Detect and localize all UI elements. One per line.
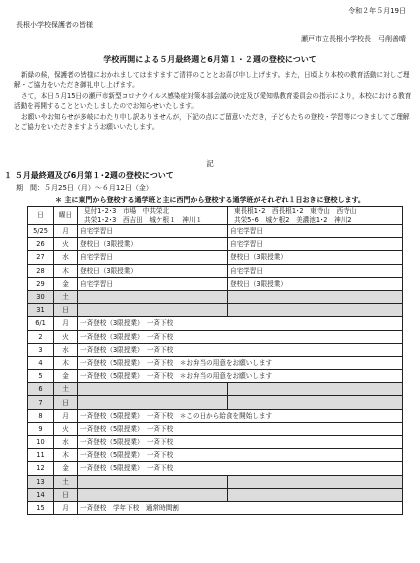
schedule-note: ＊ 主に東門から登校する通学班と主に西門から登校する通学班がそれぞれ１日おきに登校します。 (55, 196, 365, 204)
table-header-row (28, 207, 403, 225)
cell-day: 月 (54, 409, 78, 422)
cell-group-b (228, 383, 403, 396)
cell-combined: 一斉登校（5限授業） 一斉下校 ＊この日から給食を開始します (78, 409, 403, 422)
table-row (28, 383, 403, 396)
table-row (28, 317, 403, 330)
body-paragraph: お願いやお知らせが多岐にわたり申し訳ありませんが，下記の点にご留意いただき，子どもたちの登校・学習等につきましてご理解とご協力をいただきますようお願いいたします。 (14, 112, 410, 132)
cell-day: 土 (54, 383, 78, 396)
table-row (28, 370, 403, 383)
ki-marker: 記 (206, 159, 214, 168)
schedule-body (28, 225, 403, 515)
cell-day: 水 (54, 343, 78, 356)
cell-date: 14 (28, 488, 54, 501)
cell-date: 7 (28, 396, 54, 409)
table-row (28, 488, 403, 501)
cell-day: 水 (54, 436, 78, 449)
table-row (28, 264, 403, 277)
table-row (28, 396, 403, 409)
cell-day: 金 (54, 370, 78, 383)
cell-day: 土 (54, 475, 78, 488)
body-paragraph: さて，本日５月15日の瀬戸市新型コロナウイルス感染症対策本部会議の決定及び愛知県教育委員会の指示により，本校における教育活動を再開することといたしましたのでお知らせいたします。 (14, 91, 412, 111)
header-date: 日 (28, 207, 54, 225)
cell-date: 6 (28, 383, 54, 396)
cell-combined: 一斉登校（3限授業） 一斉下校 (78, 343, 403, 356)
cell-date: 15 (28, 501, 54, 514)
group-b-line2: 共栄5･6 城ケ根2 美濃池1･2 神川2 (234, 215, 352, 224)
cell-combined: 一斉登校（5限授業） 一斉下校 (78, 422, 403, 435)
period-line: 期 間：５月25日（月）～６月12日（金） (16, 184, 153, 192)
group-a-line2: 共栄1･2･3 西吉田 城ケ根１ 神川１ (84, 215, 203, 224)
table-row (28, 501, 403, 514)
cell-date: 11 (28, 449, 54, 462)
cell-date: 2 (28, 330, 54, 343)
table-row (28, 436, 403, 449)
recipient: 長根小学校保護者の皆様 (16, 21, 93, 29)
cell-combined: 一斉登校（3限授業） 一斉下校 (78, 317, 403, 330)
cell-date: 4 (28, 356, 54, 369)
cell-day: 木 (54, 264, 78, 277)
group-b-line1: 東長根1･2 西長根1･2 東寺山 西寺山 (234, 207, 357, 215)
cell-combined: 一斉登校（5限授業） 一斉下校 ＊お弁当の用意をお願いします (78, 356, 403, 369)
cell-group-a (78, 396, 228, 409)
cell-group-b: 自宅学習日 (228, 225, 403, 238)
cell-group-a (78, 290, 228, 303)
body-text (14, 70, 412, 132)
cell-combined: 一斉登校（5限授業） 一斉下校 ＊お弁当の用意をお願いします (78, 370, 403, 383)
cell-group-b: 自宅学習日 (228, 238, 403, 251)
cell-day: 火 (54, 238, 78, 251)
cell-group-b (228, 396, 403, 409)
cell-combined: 一斉登校 学年下校 通常時間割 (78, 501, 403, 514)
cell-group-a: 登校日（3限授業） (78, 238, 228, 251)
cell-day: 日 (54, 396, 78, 409)
cell-group-b (228, 475, 403, 488)
cell-group-b (228, 488, 403, 501)
table-row (28, 475, 403, 488)
cell-day: 火 (54, 330, 78, 343)
table-row (28, 422, 403, 435)
cell-group-a (78, 304, 228, 317)
cell-date: 13 (28, 475, 54, 488)
cell-group-b: 自宅学習日 (228, 264, 403, 277)
cell-day: 金 (54, 462, 78, 475)
cell-combined: 一斉登校（3限授業） 一斉下校 (78, 330, 403, 343)
cell-date: 3 (28, 343, 54, 356)
sender: 瀬戸市立長根小学校長 弓削善晴 (301, 35, 406, 43)
header-group-a (78, 207, 228, 225)
table-row (28, 225, 403, 238)
cell-group-a (78, 383, 228, 396)
cell-day: 日 (54, 304, 78, 317)
cell-combined: 一斉登校（5限授業） 一斉下校 (78, 436, 403, 449)
cell-day: 金 (54, 277, 78, 290)
cell-day: 月 (54, 317, 78, 330)
cell-day: 月 (54, 501, 78, 514)
table-row (28, 343, 403, 356)
cell-group-a (78, 488, 228, 501)
cell-date: 8 (28, 409, 54, 422)
cell-date: 31 (28, 304, 54, 317)
header-group-b (228, 207, 403, 225)
cell-day: 土 (54, 290, 78, 303)
cell-day: 木 (54, 356, 78, 369)
header-day: 曜日 (54, 207, 78, 225)
cell-group-b: 登校日（3限授業） (228, 277, 403, 290)
cell-day: 木 (54, 449, 78, 462)
cell-combined: 一斉登校（5限授業） 一斉下校 (78, 449, 403, 462)
cell-date: 27 (28, 251, 54, 264)
document-title: 学校再開による５月最終週と6月第１・２週の登校について (103, 55, 317, 64)
issue-date: 令和２年５月19日 (348, 7, 406, 15)
table-row (28, 330, 403, 343)
table-row (28, 290, 403, 303)
table-row (28, 462, 403, 475)
section-heading: １ ５月最終週及び6月第１･2週の登校について (4, 171, 174, 180)
cell-group-b: 登校日（3限授業） (228, 251, 403, 264)
schedule-table (27, 206, 403, 515)
cell-date: 28 (28, 264, 54, 277)
cell-group-b (228, 290, 403, 303)
cell-date: 26 (28, 238, 54, 251)
cell-group-a (78, 475, 228, 488)
table-row (28, 409, 403, 422)
cell-date: 9 (28, 422, 54, 435)
cell-date: 12 (28, 462, 54, 475)
cell-date: 10 (28, 436, 54, 449)
table-row (28, 251, 403, 264)
cell-combined: 一斉登校（5限授業） 一斉下校 (78, 462, 403, 475)
cell-date: 6/1 (28, 317, 54, 330)
cell-day: 月 (54, 225, 78, 238)
table-row (28, 277, 403, 290)
cell-group-a: 自宅学習日 (78, 225, 228, 238)
cell-group-a: 登校日（3限授業） (78, 264, 228, 277)
cell-day: 日 (54, 488, 78, 501)
cell-group-b (228, 304, 403, 317)
table-row (28, 238, 403, 251)
cell-day: 水 (54, 251, 78, 264)
body-paragraph: 新緑の候，保護者の皆様におかれましてはますますご清祥のこととお喜び申し上げます。また，日頃より本校の教育活動に対しご理解・ご協力をいただき御礼申し上げます。 (14, 71, 410, 90)
cell-date: 30 (28, 290, 54, 303)
cell-group-a: 自宅学習日 (78, 277, 228, 290)
cell-group-a: 自宅学習日 (78, 251, 228, 264)
cell-date: 5 (28, 370, 54, 383)
table-row (28, 449, 403, 462)
table-row (28, 356, 403, 369)
table-row (28, 304, 403, 317)
cell-date: 29 (28, 277, 54, 290)
group-a-line1: 見付1･2･3 市場 中共栄北 (84, 207, 170, 215)
cell-date: 5/25 (28, 225, 54, 238)
cell-day: 火 (54, 422, 78, 435)
